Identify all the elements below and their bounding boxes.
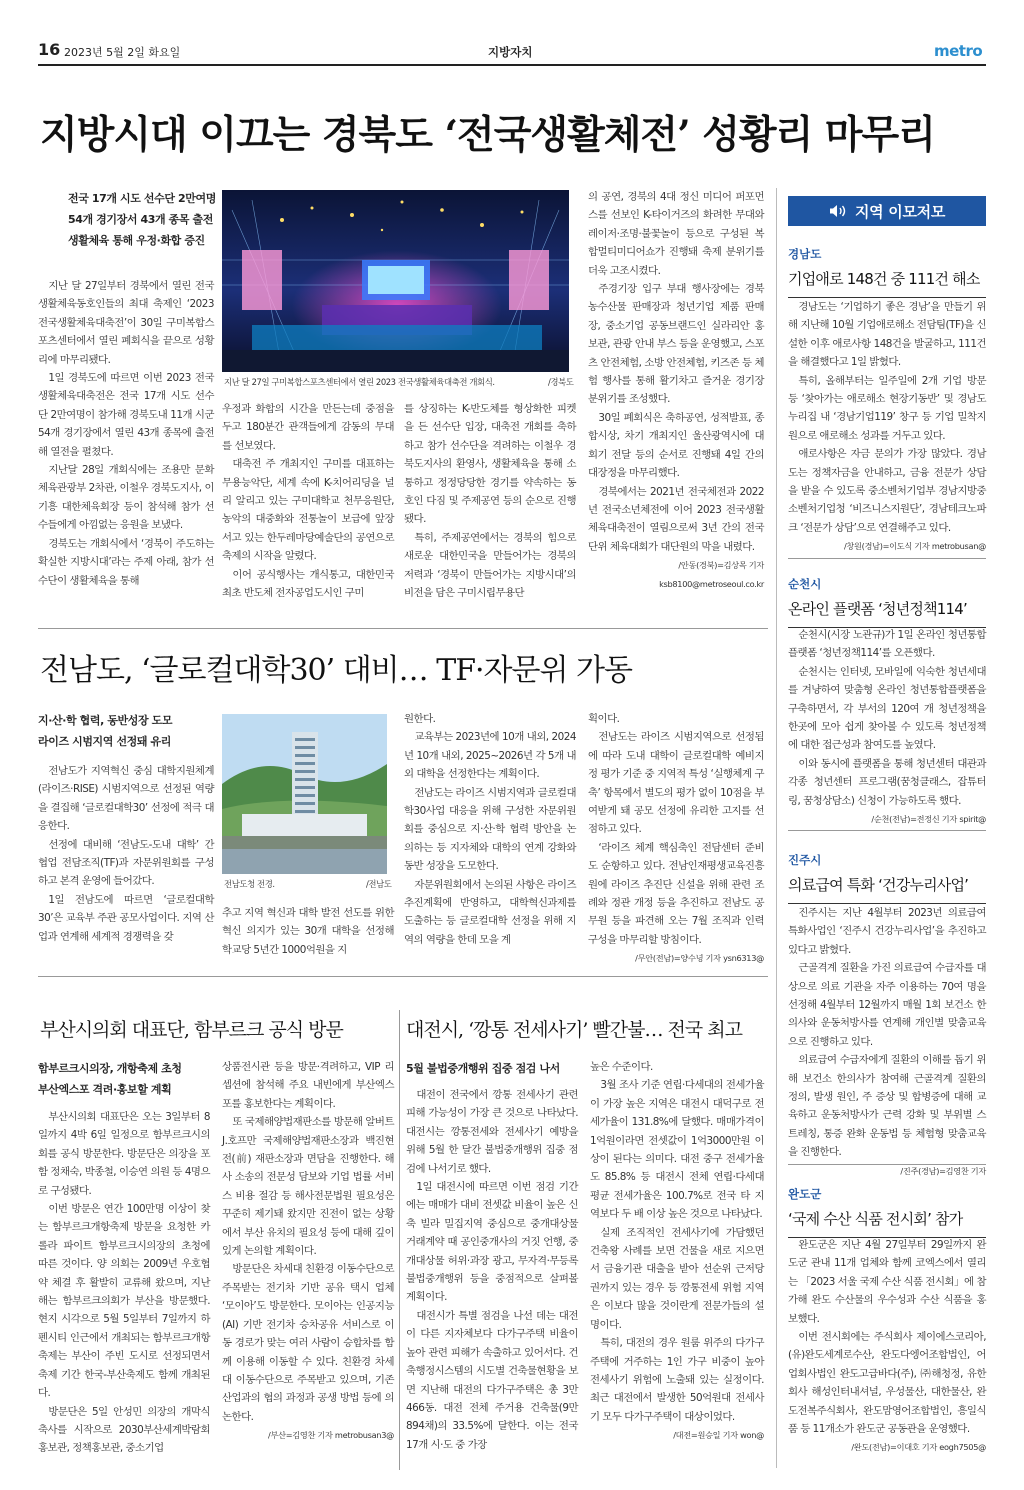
article2-col1 — [38, 762, 214, 962]
article2-photo-caption: 전남도청 전경. — [224, 879, 275, 889]
header-rule — [38, 64, 986, 66]
sports-festival-photo — [222, 190, 569, 372]
issue-date: 2023년 5월 2일 화요일 — [64, 46, 181, 59]
article2-subheads — [38, 710, 214, 752]
paragraph: 경남도는 ‘기업하기 좋은 경남’을 만들기 위해 지난해 10월 기업애로해소 전담팀(TF)을 신설한 이후 애로사항 148건을 발굴하고, 111건을 해결했다고 1일 밝혔다. — [788, 301, 986, 369]
paragraph: 특히, 올해부터는 일주일에 2개 기업 방문 등 ‘찾아가는 애로해소 현장기동반’ 및 경남도 누리집 내 ‘경남기업119’ 창구 등 기업 밀착지원으로 애로해소 성과를 거두고 있다. — [788, 374, 986, 442]
sidebar-item — [788, 576, 986, 628]
sidebar-item-title: 온라인 플랫폼 ‘청년정책114’ — [788, 600, 968, 618]
article2-col4 — [588, 710, 764, 962]
paragraph: 원한다. — [404, 713, 436, 725]
article2-col2 — [222, 904, 394, 964]
sidebar-banner-label: 지역 이모저모 — [854, 202, 946, 221]
paragraph: 추고 지역 혁신과 대학 발전 선도를 위한 혁신 의지가 있는 30개 대학을 선정해 학교당 5년간 1000억원을 지 — [222, 907, 394, 956]
paragraph: 또 국제해양법재판소를 방문해 알버트 J.호프만 국제해양법재판소장과 백진현 전(前) 재판소장과 면담을 진행한다. 해사 소송의 전문성 담보와 기업 법률 서비스 비용 절감 등 해사전문법원 필요성은 꾸준히 제기돼 왔지만 진전이 없는 상황에서 부산 유치의 필요성 등에 대해 깊이 있게 논의할 계획이다. — [222, 1116, 394, 1258]
jeonnam-office-photo — [222, 714, 387, 874]
paragraph: 1일 대전시에 따르면 이번 점검 기간에는 매매가 대비 전셋값 비율이 높은 신축 빌라 밀집지역 중심으로 중개대상물 거래계약 때 공인중개사의 거짓 언행, 중개대상물 허위·과장 광고, 무자격·무등록 불법중개행위 등을 중점적으로 살펴볼 계획이다. — [406, 1181, 578, 1304]
paragraph: 전남도는 라이즈 시범지역과 글로컬대학30사업 대응을 위해 구성한 자문위원회를 중심으로 지·산·학 협력 방안을 논의하는 등 지자체와 대학의 연계 강화와 동반 성장을 도모한다. — [404, 786, 576, 873]
paragraph: 1일 경북도에 따르면 이번 2023 전국생활체육대축전은 전국 17개 시도 선수단 2만여명이 참가해 경북도내 11개 시군 54개 경기장에서 열린 43개 종목에 출전해 열전을 펼쳤다. — [38, 372, 214, 458]
paragraph: 이어 공식행사는 개식통고, 대한민국 최초 반도체 전자공업도시인 구미 — [222, 568, 394, 600]
article4-subhead: 5월 불법중개행위 집중 점검 나서 — [406, 1062, 560, 1075]
article1-subheads — [68, 188, 218, 251]
paragraph: 부산시의회 대표단은 오는 3일부터 8일까지 4박 6일 일정으로 함부르크시의회를 공식 방문한다. 방문단은 의장을 포함 정채숙, 박종철, 이승연 의원 등 4명으로 구성됐다. — [38, 1111, 210, 1197]
divider — [38, 628, 768, 629]
divider — [38, 976, 768, 977]
sidebar-item-region: 경남도 — [788, 247, 822, 261]
article3-headline: 부산시의회 대표단, 함부르크 공식 방문 — [40, 1019, 343, 1041]
paragraph: 방문단은 5일 안성민 의장의 개막식 축사를 시작으로 2030부산세계박람회 홍보관, 정책홍보관, 중소기업 — [38, 1405, 210, 1455]
article4-subheads — [406, 1058, 578, 1079]
article2-col3 — [404, 710, 576, 962]
paragraph: 이와 동시에 플랫폼을 통해 청년센터 대관과 각종 청년센터 프로그램(꿈청클래스, 잡튜터링, 꿈청상담소) 신청이 가능하도록 했다. — [788, 757, 986, 807]
paragraph: 특히, 주제공연에서는 경북의 힘으로 새로운 대한민국을 만들어가는 경북의 저력과 ‘경북이 만들어가는 지방시대’의 비전을 담은 구미시립무용단 — [404, 531, 576, 600]
paragraph: 순천시(시장 노관규)가 1일 온라인 청년통합플랫폼 ‘청년정책114’를 오픈했다. — [788, 629, 986, 660]
article4-col1 — [406, 1086, 578, 1470]
page-number: 16 — [38, 40, 61, 59]
divider — [788, 830, 986, 831]
paragraph: 상품전시관 등을 방문·격려하고, VIP 리셉션에 참석해 주요 내빈에게 부산엑스포를 홍보한다는 계획이다. — [222, 1061, 394, 1110]
article1-col1 — [38, 277, 214, 617]
column-divider — [399, 1010, 400, 1470]
article1-col2 — [222, 400, 394, 618]
paragraph: 3월 조사 기준 연립·다세대의 전세가율이 가장 높은 지역은 대전시 대덕구로 전세가율이 131.8%에 달했다. 매매가격이 1억원이라면 전셋값이 1억3000만원 이상이 된다는 의미다. 대전 중구 전세가율도 85.8% 등 대전시 전체 연립·다세대 평균 전세가율은 100.7%로 전국 타 지역보다 두 배 이상 높은 것으로 나타났다. — [590, 1079, 764, 1221]
sidebar-item-byline: /완도(전남)=이대호 기자 eogh7505@ — [851, 1442, 986, 1453]
article2-headline: 전남도, ‘글로컬대학30’ 대비… TF·자문위 가동 — [40, 653, 632, 688]
speaker-icon — [829, 204, 847, 218]
paragraph: 30일 폐회식은 축하공연, 성적발표, 종합시상, 차기 개최지인 울산광역시에 대회기 전달 등의 순서로 진행돼 4일 간의 대장정을 마무리했다. — [588, 411, 764, 480]
article1-subhead: 전국 17개 시도 선수단 2만여명 — [68, 192, 216, 205]
paragraph: 선정에 대비해 ‘전남도-도내 대학’ 간 협업 전담조직(TF)과 자문위원회를 구성하고 본격 운영에 들어갔다. — [38, 838, 214, 888]
paragraph: 경북에서는 2021년 전국체전과 2022년 전국소년체전에 이어 2023 전국생활체육대축전이 열림으로써 3년 간의 전국단위 체육대회가 대단원의 막을 내렸다. — [588, 485, 764, 553]
article3-col2 — [222, 1058, 394, 1470]
sidebar-item-title: ‘국제 수산 식품 전시회’ 참가 — [788, 1210, 963, 1228]
paragraph: 교육부는 2023년에 10개 내외, 2024년 10개 내외, 2025~2026년 각 5개 내외 대학을 선정한다는 계획이다. — [404, 731, 576, 781]
paragraph: 대전이 전국에서 깡통 전세사기 관련 피해 가능성이 가장 큰 것으로 나타났다. 대전시는 깡통전세와 전세사기 예방을 위해 5월 한 달간 불법중개행위 집중 점검에 나서기로 했다. — [406, 1089, 578, 1175]
article1-byline: /안동(경북)=김상목 기자 — [678, 560, 764, 571]
article2-photo-credit: /전남도 — [366, 879, 392, 889]
article3-subheads — [38, 1058, 214, 1100]
logo-text: metro — [934, 42, 983, 60]
sidebar-item-body — [788, 1236, 986, 1470]
article1-email: ksb8100@metroseoul.co.kr — [659, 578, 764, 589]
paragraph: 이번 전시회에는 주식회사 제이에스코리아, (유)완도세계로수산, 완도다엥어조합법인, 어업회사법인 완도고급바다(주), ㈜해청정, 유한회사 해성인터내셔널, 우성물산, 대한물산, 완도전복주식회사, 완도맘영어조합법인, 흥일식품 등 11개소가 완도군 공동관을 운영했다. — [788, 1331, 986, 1436]
article1-photo-caption: 지난 달 27일 구미복합스포츠센터에서 열린 2023 전국생활체육대축전 개회식. — [224, 377, 495, 387]
paragraph: 전남도는 라이즈 시범지역으로 선정됨에 따라 도내 대학이 글로컬대학 예비지정 평가 기준 중 지역적 특성 ‘실행체계 구축’ 항목에서 별도의 평가 없이 10점을 부여받게 돼 공모 선정에 유리한 고지를 선점하고 있다. — [588, 731, 764, 836]
sidebar-item-body — [788, 626, 986, 825]
sidebar-item-byline: /창원(경남)=이도식 기자 metrobusan@ — [843, 541, 986, 552]
article1-subhead: 생활체육 통해 우정·화합 증진 — [68, 234, 205, 247]
paragraph: 완도군은 지난 4월 27일부터 29일까지 완도군 관내 11개 업체와 함께 코엑스에서 열리는 「2023 서울 국제 수산 식품 전시회」에 참가해 완도 수산물의 우수성과 수산 식품을 홍보했다. — [788, 1239, 986, 1325]
article1-col4 — [588, 188, 764, 628]
article3-subhead: 부산엑스포 격려·홍보할 계획 — [38, 1083, 172, 1096]
article1-photo-credit: /경북도 — [548, 377, 574, 387]
divider — [788, 1164, 986, 1165]
paragraph: 의료급여 수급자에게 질환의 이해를 돕기 위해 보건소 한의사가 참여해 근골격계 질환의 정의, 발생 원인, 주 증상 및 합병증에 대해 교육하고 운동처방사가 근력 강화 및 부위별 스트레칭, 통증 완화 운동법 등 체험형 맞춤교육을 진행한다. — [788, 1054, 986, 1159]
paragraph: 경북도는 개회식에서 ‘경북이 주도하는 확실한 지방시대’라는 주제 아래, 참가 선수단이 생활체육을 통해 — [38, 537, 214, 587]
paragraph: 순천시는 인터넷, 모바일에 익숙한 청년세대를 겨냥하여 맞춤형 온라인 청년통합플랫폼을 구축하면서, 각 부서의 120여 개 청년정책을 한곳에 모아 쉽게 찾아볼 수 있도록 청년정책에 대한 접근성과 참여도를 높였다. — [788, 665, 986, 752]
sidebar-item-title: 의료급여 특화 ‘건강누리사업’ — [788, 876, 969, 894]
paragraph: 실제 조직적인 전세사기에 가담했던 건축왕 사례를 보면 건물을 새로 지으면서 금융기관 대출을 받아 선순위 근저당권까지 있는 경우 등 깡통전세 위험 지역은 이보다 많을 것이란게 전문가들의 설명이다. — [590, 1226, 764, 1331]
paragraph: 높은 수준이다. — [590, 1061, 653, 1073]
sidebar-banner — [788, 196, 986, 226]
article1-subhead: 54개 경기장서 43개 종목 출전 — [68, 213, 213, 226]
sidebar-item — [788, 852, 986, 904]
paragraph: 근골격계 질환을 가진 의료급여 수급자를 대상으로 의료 기관을 자주 이용하는 70여 명을 선정해 4월부터 12월까지 매월 1회 보건소 한의사와 운동처방사를 연계해 개인별 맞춤교육으로 진행하고 있다. — [788, 962, 986, 1048]
article1-headline: 지방시대 이끄는 경북도 ‘전국생활체전’ 성황리 마무리 — [40, 112, 935, 158]
article2-subhead: 라이즈 시범지역 선정돼 유리 — [38, 735, 171, 748]
sidebar-item-region: 완도군 — [788, 1187, 822, 1201]
article2-byline: /무안(전남)=양수녕 기자 ysn6313@ — [635, 953, 764, 964]
sidebar-item — [788, 246, 986, 298]
article4-byline: /대전=원승일 기자 won@ — [673, 1430, 764, 1441]
paragraph: 자문위원회에서 논의된 사항은 라이즈 추진계획에 반영하고, 대학혁신과제를 도출하는 등 글로컬대학 선정을 위해 지역의 역량을 한데 모을 계 — [404, 878, 576, 946]
article2-subhead: 지·산·학 협력, 동반성장 도모 — [38, 714, 173, 727]
article3-byline: /부산=김영찬 기자 metrobusan3@ — [268, 1430, 394, 1441]
paragraph: 를 상징하는 K-반도체를 형상화한 피켓을 든 선수단 입장, 대축전 개회를 축하하고 참가 선수단을 격려하는 이철우 경북도지사의 환영사, 생활체육을 통해 소통하고 정정당당한 경기를 약속하는 동호인 다짐 및 주제공연 등의 순으로 진행됐다. — [404, 403, 576, 526]
article3-col1 — [38, 1108, 210, 1468]
sidebar-divider — [776, 188, 777, 1468]
paragraph: 진주시는 지난 4월부터 2023년 의료급여 특화사업인 ‘진주시 건강누리사업’을 추진하고 있다고 밝혔다. — [788, 907, 986, 956]
sidebar-item-title: 기업애로 148건 중 111건 해소 — [788, 270, 980, 288]
article4-col2 — [590, 1058, 764, 1470]
section-name: 지방자치 — [488, 45, 533, 59]
sidebar-item-region: 순천시 — [788, 577, 822, 591]
paragraph: 방문단은 차세대 친환경 이동수단으로 주목받는 전기차 기반 공유 택시 업체 ‘모이아’도 방문한다. 모이아는 인공지능(AI) 기반 전기차 승차공유 서비스로 이동 경로가 맞는 여러 사람이 승합차를 함께 이용해 이동할 수 있다. 친환경 차세대 이동수단으로 주목받고 있으며, 기존 산업과의 협의 과정과 공생 방법 등에 의논한다. — [222, 1263, 394, 1423]
sidebar-item-byline: /진주(경남)=김영찬 기자 — [900, 1165, 986, 1176]
paragraph: 의 공연, 경북의 4대 정신 미디어 퍼포먼스를 선보인 K-타이거즈의 화려한 무대와 레이저·조명·불꽃놀이 등으로 구성된 복합멀티미디어쇼가 진행돼 축제 분위기를 더욱 고조시켰다. — [588, 191, 764, 277]
sidebar-item-region: 진주시 — [788, 853, 822, 867]
sidebar-item-byline: /순천(전남)=전정신 기자 spirit@ — [871, 814, 986, 825]
paragraph: 특히, 대전의 경우 원룸 위주의 다가구 주택에 거주하는 1인 가구 비중이 높아 전세사기 위험에 노출돼 있는 실정이다. 최근 대전에서 발생한 50억원대 전세사기 모두 다가구주택이 대상이었다. — [590, 1337, 764, 1423]
paragraph: 1일 전남도에 따르면 ‘글로컬대학30’은 교육부 주관 공모사업이다. 지역 산업과 연계해 세계적 경쟁력을 갖 — [38, 893, 214, 943]
article4-headline: 대전시, ‘깡통 전세사기’ 빨간불… 전국 최고 — [406, 1019, 742, 1041]
article1-col3 — [404, 400, 576, 618]
paragraph: 주경기장 입구 부대 행사장에는 경북 농수산물 판매장과 청년기업 제품 판매장, 중소기업 공동브랜드인 실라리안 홍보관, 관광 안내 부스 등을 운영했고, 스포츠 안전체험, 소방 안전체험, 키즈존 등 체험 행사를 통해 활기차고 즐거운 경기장 분위기를 조성했다. — [588, 283, 764, 406]
metro-logo — [934, 42, 982, 60]
divider — [788, 558, 986, 559]
sidebar-item-body — [788, 298, 986, 550]
paragraph: 애로사항은 자금 문의가 가장 많았다. 경남도는 정책자금을 안내하고, 금융 전문가 상담을 받을 수 있도록 중소벤처기업부 경남지방중소벤처기업청 ‘비즈니스지원단’, 경남테크노파크 ‘전문가 상담’으로 연결해주고 있다. — [788, 448, 986, 534]
paragraph: 대축전 주 개최지인 구미를 대표하는 무용능악단, 세계 속에 K-치어리딩을 널리 알리고 있는 구미대학교 천무응원단, 농악의 대중화와 전통놀이 보급에 앞장서고 있는 한두레마당예술단의 공연으로 축제의 시작을 알렸다. — [222, 458, 394, 563]
paragraph: 지난 달 27일부터 경북에서 열린 전국 생활체육동호인들의 최대 축제인 ‘2023 전국생활체육대축전’이 30일 구미복합스포츠센터에서 열린 폐회식을 끝으로 성황리에 마무리됐다. — [38, 280, 214, 366]
article3-subhead: 함부르크시의장, 개항축제 초청 — [38, 1062, 182, 1075]
paragraph: 대전시가 특별 점검을 나선 데는 대전이 다른 지자체보다 다가구주택 비율이 높아 관련 피해가 속출하고 있어서다. 건축행정시스템의 시도별 건축물현황을 보면 지난해 대전의 다가구주택은 총 3만466동. 대전 전체 주거용 건축물(9만894채)의 33.5%에 달한다. 이는 전국 17개 시·도 중 가장 — [406, 1309, 578, 1451]
paragraph: 우정과 화합의 시간을 만든는데 중점을 두고 180분간 관객들에게 감동의 무대를 선보였다. — [222, 403, 394, 452]
sidebar-item-body — [788, 904, 986, 1176]
paragraph: 지난달 28일 개회식에는 조용만 문화체육관광부 2차관, 이철우 경북도지사, 이기흥 대한체육회장 등이 참석해 참가 선수들에게 아낌없는 응원을 보냈다. — [38, 464, 214, 532]
sidebar-item — [788, 1186, 986, 1238]
paragraph: ‘라이즈 체계 핵심축인 전담센터 준비도 순항하고 있다. 전남인재평생교육진흥원에 라이즈 추진단 신설을 위해 관련 조례와 정관 개정 등을 추진하고 전남도 공무원 등을 파견해 오는 7월 조직과 인력 구성을 마무리할 방침이다. — [588, 841, 764, 946]
paragraph: 이번 방문은 연간 100만명 이상이 찾는 함부르크개항축제 방문을 요청한 카롤라 파이트 함부르크시의장의 초청에 따른 것이다. 양 의회는 2009년 우호협약 체결 후 활발히 교류해 왔으며, 지난해는 함부르크의회가 부산을 방문했다. 현지 시각으로 5월 5일부터 7일까지 하펜시티 인근에서 개최되는 함부르크개항축제는 부산이 주빈 도시로 선정되면서 축제 기간 한국-부산축제도 함께 개최된다. — [38, 1203, 210, 1400]
paragraph: 획이다. — [588, 713, 620, 725]
paragraph: 전남도가 지역혁신 중심 대학지원체계(라이즈·RISE) 시범지역으로 선정된 역량을 결집해 ‘글로컬대학30’ 선정에 적극 대응한다. — [38, 765, 214, 833]
